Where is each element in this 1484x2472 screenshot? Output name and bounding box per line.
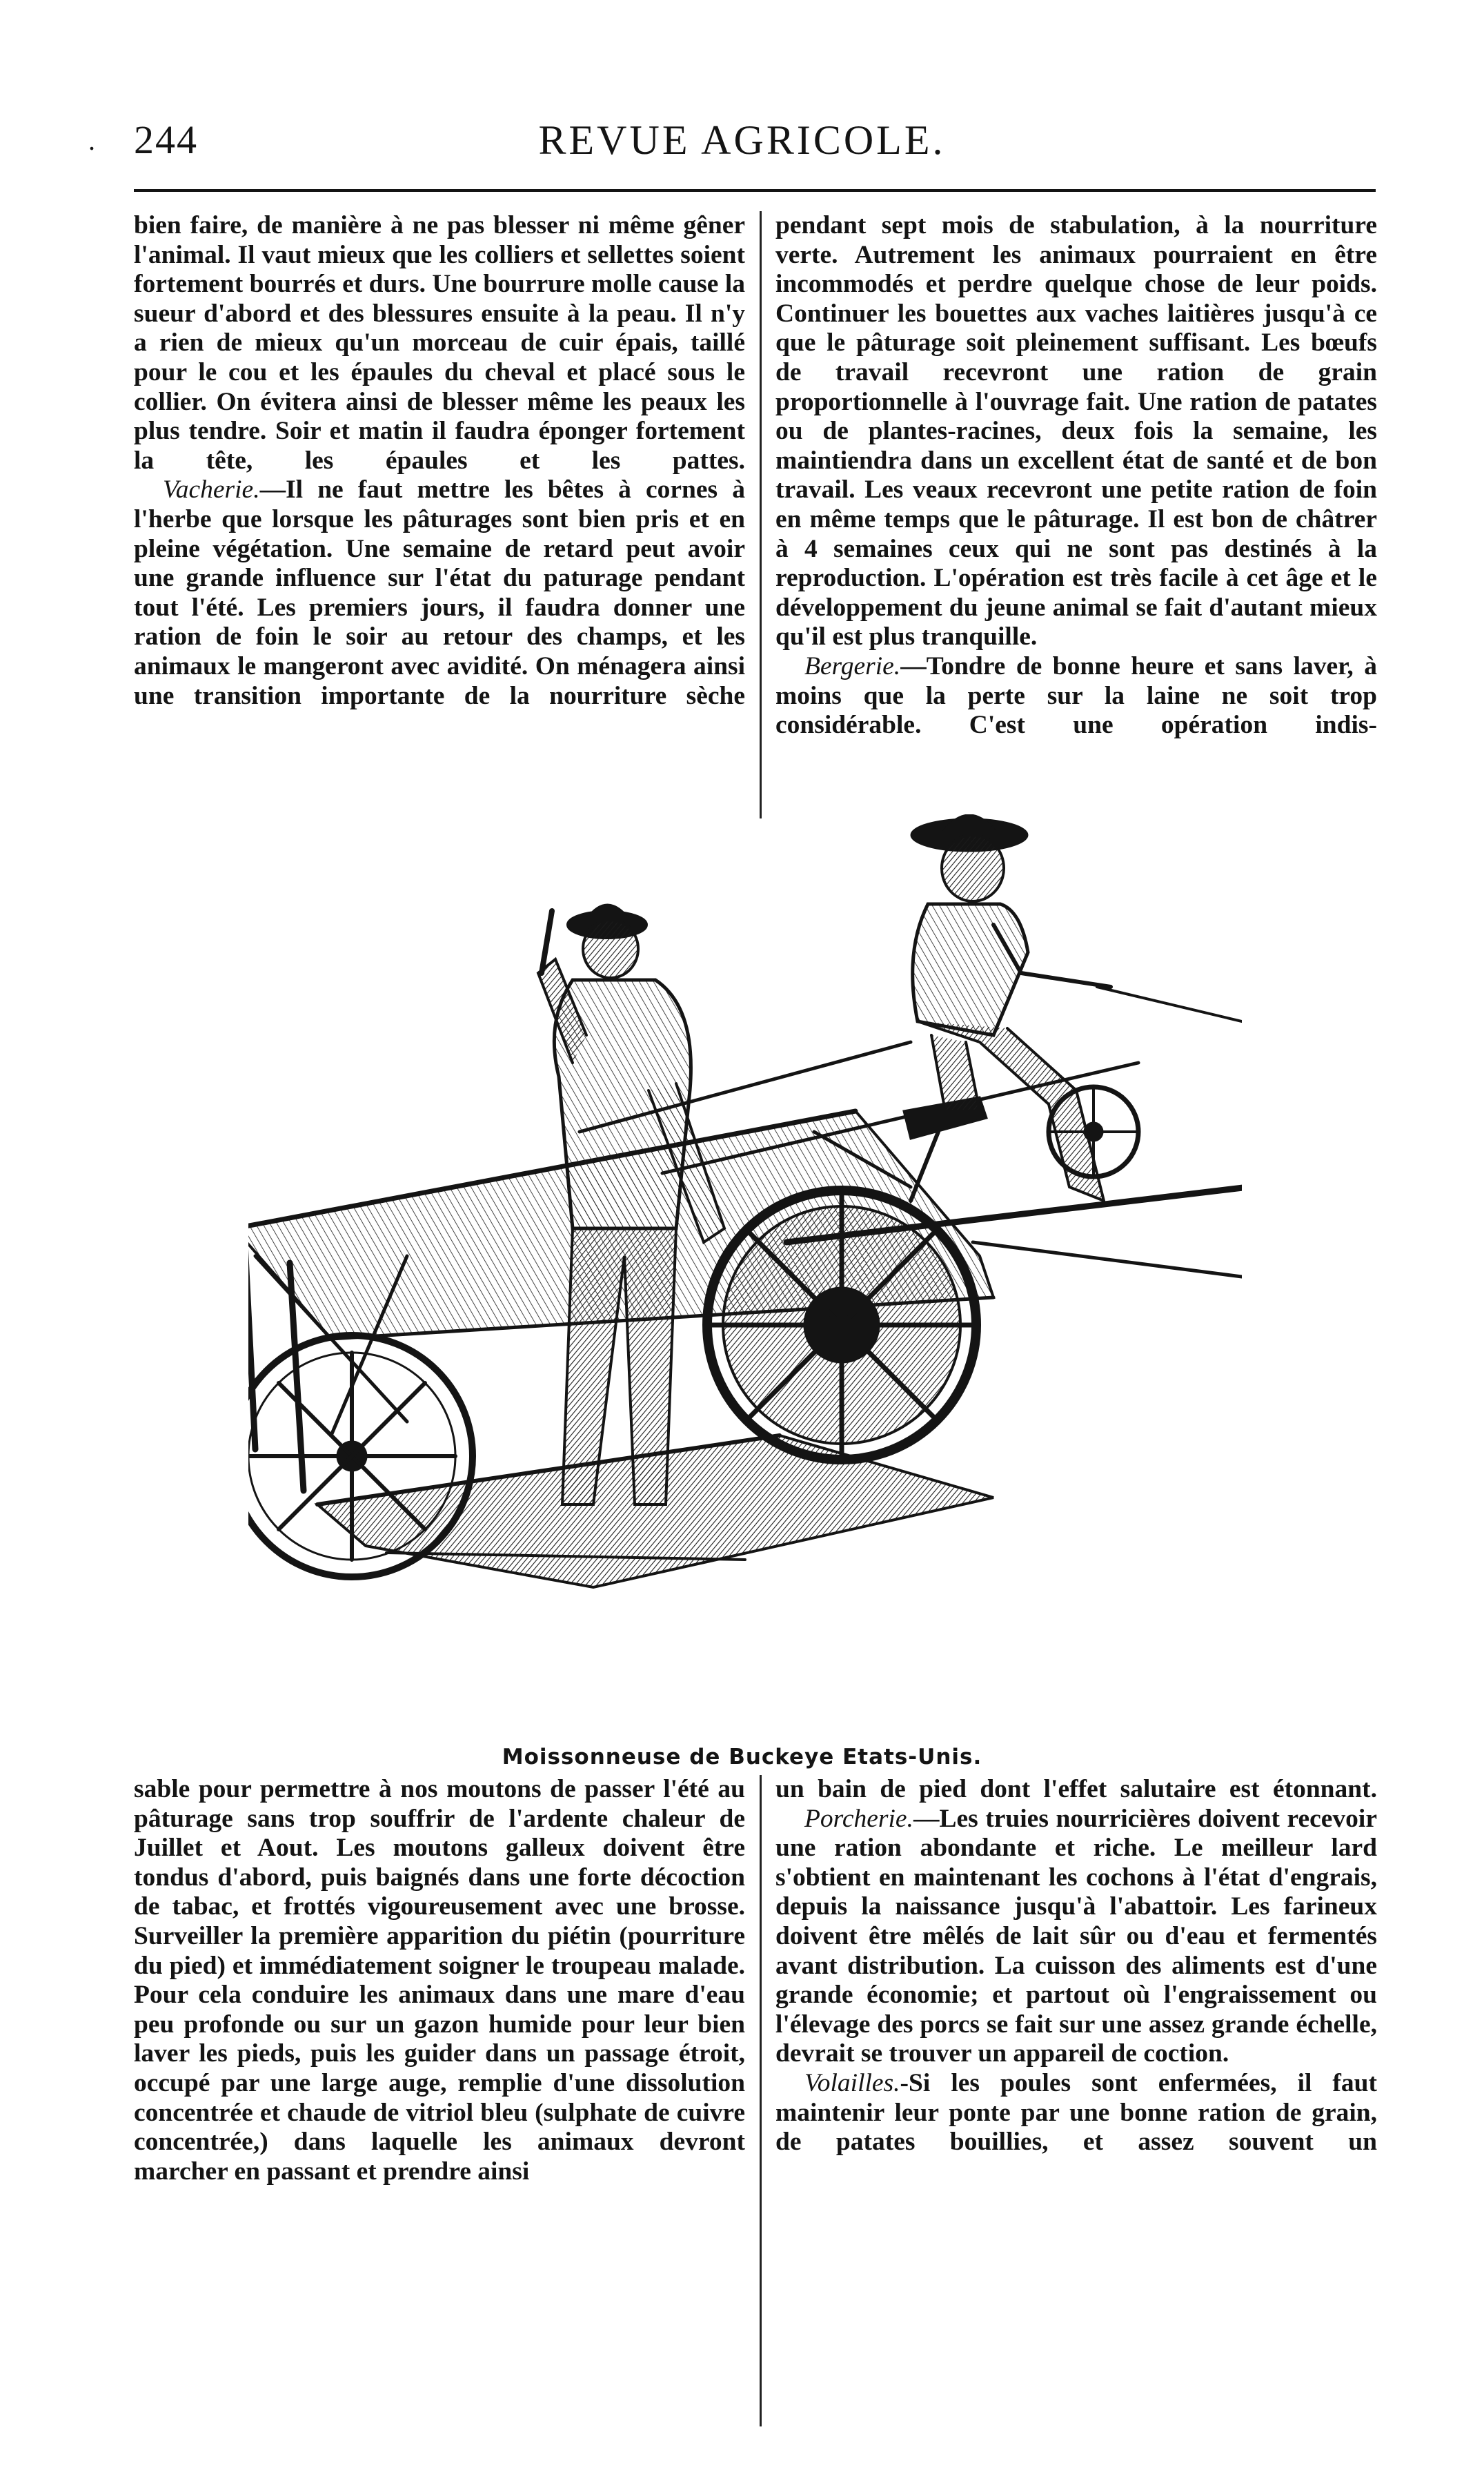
header-rule <box>134 189 1376 192</box>
running-title: REVUE AGRICOLE. <box>538 117 946 163</box>
paragraph <box>775 1775 1377 1805</box>
paragraph-text: pendant sept mois de stabulation, à la nourriture verte. Autrement les animaux pourraient en être incommodés et perdre quelque chose de leur poids. Continuer les bouettes aux vaches laitières jusqu'à ce que le pâturage soit pleinement suffisant. Les bœufs de travail recevront une ration de grain proportionnelle à l'ouvrage fait. Une ration de patates ou de plantes-racines, deux fois la semaine, les maintiendra dans un excellent état de santé et de bon travail. Les veaux recevront une petite ration de foin en même temps que le pâturage. Il est bon de châtrer à 4 semaines ceux qui ne sont pas destinés à la reproduction. L'opération est très facile à cet âge et le développement du jeune animal se fait d'autant mieux qu'il est plus tranquille. <box>775 211 1377 651</box>
section-lead: Bergerie. <box>804 651 901 680</box>
page-header <box>0 116 1484 171</box>
column-bottom-left <box>134 1775 745 2186</box>
paragraph-text: -Si les poules sont enfermées, il faut maintenir leur ponte par une bonne ration de grain, de patates bouillies, et assez souvent un <box>775 2068 1377 2157</box>
paragraph-text: bien faire, de manière à ne pas blesser ni même gêner l'animal. Il vaut mieux que les colliers et sellettes soient fortement bourrés et durs. Une bourrure molle cause la sueur d'abord et des blessures ensuite à la peau. Il n'y a rien de mieux qu'un morceau de cuir épais, taillé pour le cou et les épaules du cheval et placé sous le collier. On évitera ainsi de blesser même les peaux les plus tendre. Soir et matin il faudra éponger fortement la tête, les épaules et les pattes. <box>134 211 745 475</box>
paragraph <box>775 211 1377 652</box>
paragraph-bergerie <box>775 652 1377 740</box>
paragraph-text: —Tondre de bonne heure et sans laver, à moins que la perte sur la laine ne soit trop considérable. C'est une opération indis- <box>775 651 1377 740</box>
header-dot: . <box>88 125 95 156</box>
reaper-illustration <box>248 814 1242 1732</box>
paragraph-text: —Il ne faut mettre les bêtes à cornes à l'herbe que lorsque les pâturages sont bien pris et en pleine végétation. Une semaine de retard peut avoir une grande influence sur l'état du paturage pendant tout l'été. Les premiers jours, il faudra donner une ration de foin le soir au retour des champs, et les animaux le mangeront avec avidité. On ménagera ainsi une transition importante de la nourriture sèche <box>134 475 745 710</box>
column-top-right <box>775 211 1377 740</box>
paragraph-volailles <box>775 2069 1377 2157</box>
paragraph-text: —Les truies nourricières doivent recevoir une ration abondante et riche. Le meilleur lard s'obtient en maintenant les cochons à l'état d'engrais, depuis la naissance jusqu'à l'abattoir. Les farineux doivent être mêlés de lait sûr ou d'eau et fermentés avant distribution. La cuisson des aliments est d'une grande économie; et partout où l'engraissement ou l'élevage des porcs se fait sur une assez grande échelle, devrait se trouver un appareil de coction. <box>775 1804 1377 2068</box>
page-number: 244 <box>134 117 198 162</box>
column-divider <box>760 211 762 818</box>
paragraph-vacherie <box>134 475 745 711</box>
paragraph-text: un bain de pied dont l'effet salutaire est étonnant. <box>775 1775 1377 1803</box>
paragraph <box>134 211 745 475</box>
column-divider <box>760 1775 762 2426</box>
paragraph-text: sable pour permettre à nos moutons de passer l'été au pâturage sans trop souffrir de l'ardente chaleur de Juillet et Aout. Les moutons galleux doivent être tondus d'abord, puis baignés dans une forte décoction de tabac, et frottés vigoureusement avec une brosse. Surveiller la première apparition du piétin (pourriture du pied) et immédiatement soigner le troupeau malade. Pour cela conduire les animaux dans une mare d'eau peu profonde ou sur un gazon humide pour leur bien laver les pieds, puis les guider dans un passage étroit, occupé par une large auge, remplie d'une dissolution concentrée et chaude de vitriol bleu (sulphate de cuivre concentrée,) dans laquelle les animaux devront marcher en passant et prendre ainsi <box>134 1775 745 2186</box>
paragraph-porcherie <box>775 1805 1377 2069</box>
paragraph <box>134 1775 745 2186</box>
figure-caption: Moissonneuse de Buckeye Etats-Unis. <box>502 1745 982 1769</box>
column-top-left <box>134 211 745 711</box>
column-bottom-right <box>775 1775 1377 2157</box>
reaper-engraving <box>248 814 1242 1732</box>
section-lead: Volailles. <box>804 2068 900 2097</box>
section-lead: Porcherie. <box>804 1804 913 1833</box>
section-lead: Vacherie. <box>163 475 260 504</box>
